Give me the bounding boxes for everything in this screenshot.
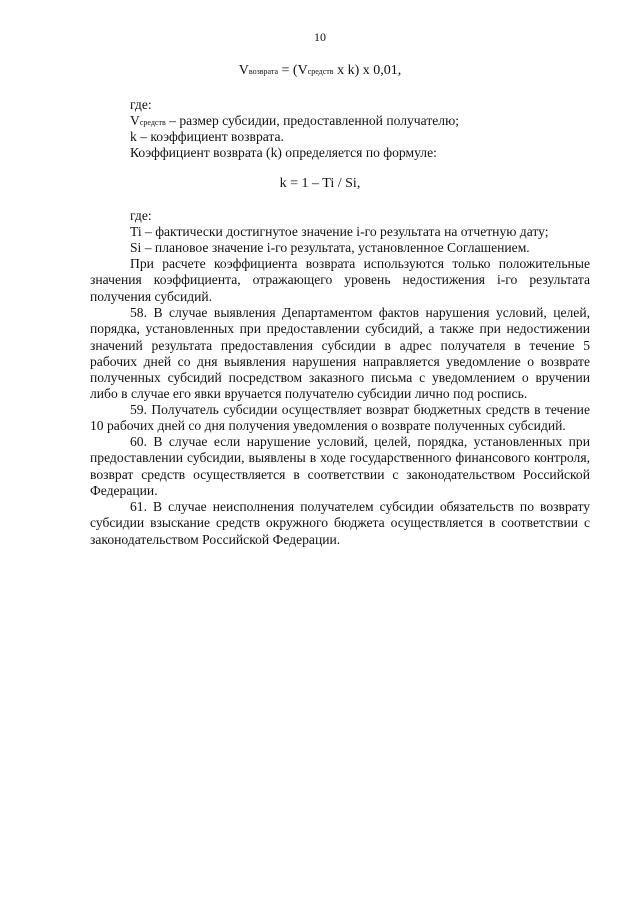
definition-v-sredstv (130, 113, 459, 129)
paragraph-61: 61. В случае неисполнения получателем субсидии обязательств по возврату субсидии взыскание средств окружного бюджета осуществляется в соответствии с законодательством Российской Федерации. (90, 499, 590, 547)
definition-si: Si – плановое значение i-го результата, установленное Соглашением. (130, 240, 530, 255)
formula-eq: = (V (278, 63, 308, 78)
where-label-1: где: (130, 97, 152, 112)
page-number: 10 (314, 30, 326, 44)
where-label-2: где: (130, 208, 152, 223)
k-formula-intro: Коэффициент возврата (k) определяется по формуле: (130, 145, 437, 160)
paragraph-59: 59. Получатель субсидии осуществляет возврат бюджетных средств в течение 10 рабочих дней со дня получения уведомления о возврате полученных субсидий. (90, 402, 590, 434)
formula-v-vozvrata (0, 63, 640, 79)
formula-rest: x k) x 0,01, (333, 63, 402, 78)
paragraph-58: 58. В случае выявления Департаментом фактов нарушения условий, целей, порядка, установленных при предоставлении субсидий, а также при недостижении значений результата предоставления субсидии в адрес получателя в течение 5 рабочих дней со дня выявления нарушения направляется уведомление о возврате полученных субсидий посредством заказного письма с уведомлением о вручении либо в случае его явки вручается получателю субсидии лично под роспись. (90, 305, 590, 402)
def-v-text: – размер субсидии, предоставленной получателю; (165, 113, 460, 128)
formula-v-subscript: возврата (248, 67, 279, 76)
formula-sredstv-subscript: средств (307, 67, 334, 76)
definition-ti: Ti – фактически достигнутое значение i-го результата на отчетную дату; (130, 224, 549, 239)
def-v: V (130, 113, 140, 128)
paragraph-60: 60. В случае если нарушение условий, целей, порядка, установленных при предоставлении субсидии, выявлены в ходе государственного финансового контроля, возврат средств осуществляется в соответствии с законодательством Российской Федерации. (90, 434, 590, 498)
formula-k: k = 1 – Ti / Si, (279, 176, 361, 191)
def-v-subscript: средств (139, 118, 166, 127)
formula-v: V (238, 63, 249, 78)
definition-k: k – коэффициент возврата. (130, 129, 284, 144)
paragraph-calculation: При расчете коэффициента возврата используются только положительные значения коэффициента, отражающего уровень недостижения i-го результата получения субсидий. (90, 256, 590, 304)
